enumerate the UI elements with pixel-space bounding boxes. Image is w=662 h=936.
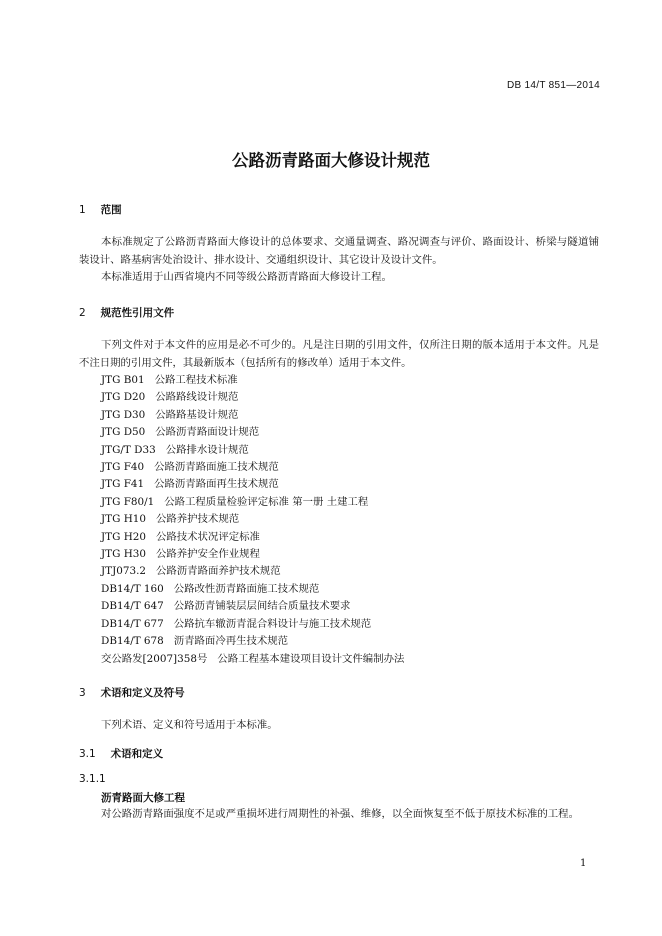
reference-item — [101, 459, 404, 476]
reference-name: 公路工程质量检验评定标准 第一册 土建工程 — [164, 495, 369, 508]
reference-item — [101, 442, 404, 459]
reference-item — [101, 476, 404, 493]
reference-code: JTG F40 — [101, 461, 145, 474]
reference-code: JTG D20 — [101, 391, 146, 404]
document-title: 公路沥青路面大修设计规范 — [232, 151, 430, 170]
subsection-number: 3.1 — [79, 748, 96, 760]
reference-name: 沥青路面冷再生技术规范 — [173, 635, 289, 648]
reference-name: 公路路线设计规范 — [155, 391, 239, 404]
reference-code: JTG H20 — [101, 530, 146, 543]
section-1-paragraph-2: 本标准适用于山西省境内不同等级公路沥青路面大修设计工程。 — [101, 271, 392, 283]
reference-name: 公路路基设计规范 — [155, 408, 239, 421]
reference-name: 公路养护安全作业规程 — [155, 548, 260, 561]
section-title: 范围 — [100, 204, 122, 216]
section-number: 2 — [79, 307, 86, 319]
reference-name: 公路工程基本建设项目设计文件编制办法 — [217, 652, 405, 665]
normative-reference-list — [101, 372, 404, 668]
reference-code: JTG D50 — [101, 426, 146, 439]
reference-code: JTG F80/1 — [101, 495, 155, 508]
section-2-heading — [79, 305, 174, 320]
reference-item — [101, 581, 404, 598]
reference-item — [101, 389, 404, 406]
standard-code: DB 14/T 851—2014 — [506, 80, 600, 91]
reference-item — [101, 372, 404, 389]
reference-item — [101, 494, 404, 511]
reference-code: DB14/T 647 — [101, 600, 164, 613]
reference-item — [101, 563, 404, 580]
reference-name: 公路沥青路面养护技术规范 — [156, 565, 281, 578]
reference-code: JTG H30 — [101, 548, 146, 561]
reference-name: 公路养护技术规范 — [155, 513, 240, 526]
reference-code: JTG H10 — [101, 513, 146, 526]
reference-code: JTG D30 — [101, 408, 146, 421]
reference-name: 公路沥青路面设计规范 — [155, 426, 260, 439]
reference-code: 交公路发[2007]358号 — [101, 652, 208, 665]
section-3-heading — [79, 685, 185, 700]
reference-name: 公路沥青路面施工技术规范 — [154, 461, 279, 474]
reference-name: 公路技术状况评定标准 — [155, 530, 260, 543]
reference-code: JTG/T D33 — [101, 443, 156, 456]
reference-name: 公路沥青路面再生技术规范 — [154, 478, 279, 491]
section-title: 规范性引用文件 — [100, 307, 175, 319]
reference-item — [101, 598, 404, 615]
reference-item — [101, 424, 404, 441]
section-number: 1 — [79, 204, 86, 216]
reference-name: 公路排水设计规范 — [165, 443, 249, 456]
section-2-paragraph-1: 下列文件对于本文件的应用是必不可少的。凡是注日期的引用文件，仅所注日期的版本适用于本文件。凡是不注日期的引用文件，其最新版本（包括所有的修改单）适用于本文件。 — [79, 339, 599, 369]
section-3-paragraph-1: 下列术语、定义和符号适用于本标准。 — [101, 719, 278, 731]
reference-item — [101, 546, 404, 563]
term-title: 沥青路面大修工程 — [101, 792, 185, 804]
reference-item — [101, 407, 404, 424]
section-title: 术语和定义及符号 — [100, 687, 185, 699]
document-page: DB 14/T 851—2014 公路沥青路面大修设计规范 1 范围 本标准规定了公路沥青路面大修设计的总体要求、交通量调查、路况调查与评价、路面设计、桥梁与隧道铺装设计、路基病害处治设计、排水设计、交通组织设计、其它设计及设计文件。 本标准适用于山西省境内不同等级公路沥青路面大修设计工程。 2 规范性引用文件 下列文件对于本文件的应用是必不可少的。凡是注日期的引用文件，仅所注日期的版本适用于本文件。凡是不注日期的引用文件，其最新版本（包括所有的修改单）适用于本文件。 JTG B01 公路工程技术标准 JTG D20 公路路线设计规范 JTG D30 公路路基设计规范 JTG D50 公路沥青路面设计规范 JTG/T D33 公路排水设计规范 JTG F40 公路沥青路面施工技术规范 JTG F41 公路沥青路面再生技术规范 JTG F80/1 公路工程质量检验评定标准 第一册 土建工程 JTG H10 公路养护技术规范 JTG H20 公路技术状况评定标准 JTG H30 公路养护安全作业规程 JTJ073.2 公路沥青路面养护技术规范 DB14/T 160 公路改性沥青路面施工技术规范 DB14/T 647 公路沥青铺装层层间结合质量技术要求 DB14/T 677 公路抗车辙沥青混合料设计与施工技术规范 DB14/T 678 沥青路面冷再生技术规范 交公路发[2007]358号 公路工程基本建设项目设计文件编制办法 3 术语和定义及符号 下列术语、定义和符号适用于本标准。 3.1 术语和定义 3.1.1 沥青路面大修工程 对公路沥青路面强度不足或严重损坏进行周期性的补强、维修，以全面恢复至不低于原技术标准的工程。 1 — [0, 0, 662, 936]
reference-name: 公路沥青铺装层层间结合质量技术要求 — [173, 600, 351, 613]
reference-code: DB14/T 160 — [101, 582, 164, 595]
reference-code: JTG F41 — [101, 478, 145, 491]
reference-item — [101, 529, 404, 546]
section-number: 3 — [79, 687, 86, 699]
reference-item — [101, 511, 404, 528]
subsection-3-1-heading — [79, 746, 163, 761]
clause-number: 3.1.1 — [79, 773, 106, 785]
section-1-paragraph-1: 本标准规定了公路沥青路面大修设计的总体要求、交通量调查、路况调查与评价、路面设计、桥梁与隧道铺装设计、路基病害处治设计、排水设计、交通组织设计、其它设计及设计文件。 — [79, 236, 599, 266]
reference-item — [101, 651, 404, 668]
reference-code: JTG B01 — [101, 374, 145, 386]
subsection-title: 术语和定义 — [110, 748, 164, 760]
reference-name: 公路改性沥青路面施工技术规范 — [173, 582, 320, 595]
reference-item — [101, 616, 404, 633]
reference-name: 公路抗车辙沥青混合料设计与施工技术规范 — [173, 617, 372, 630]
reference-code: DB14/T 677 — [101, 617, 164, 630]
term-definition: 对公路沥青路面强度不足或严重损坏进行周期性的补强、维修，以全面恢复至不低于原技术标准的工程。 — [101, 808, 579, 820]
reference-code: JTJ073.2 — [101, 565, 147, 578]
section-1-heading — [79, 202, 122, 217]
reference-code: DB14/T 678 — [101, 635, 164, 648]
reference-item — [101, 633, 404, 650]
reference-name: 公路工程技术标准 — [154, 374, 238, 386]
